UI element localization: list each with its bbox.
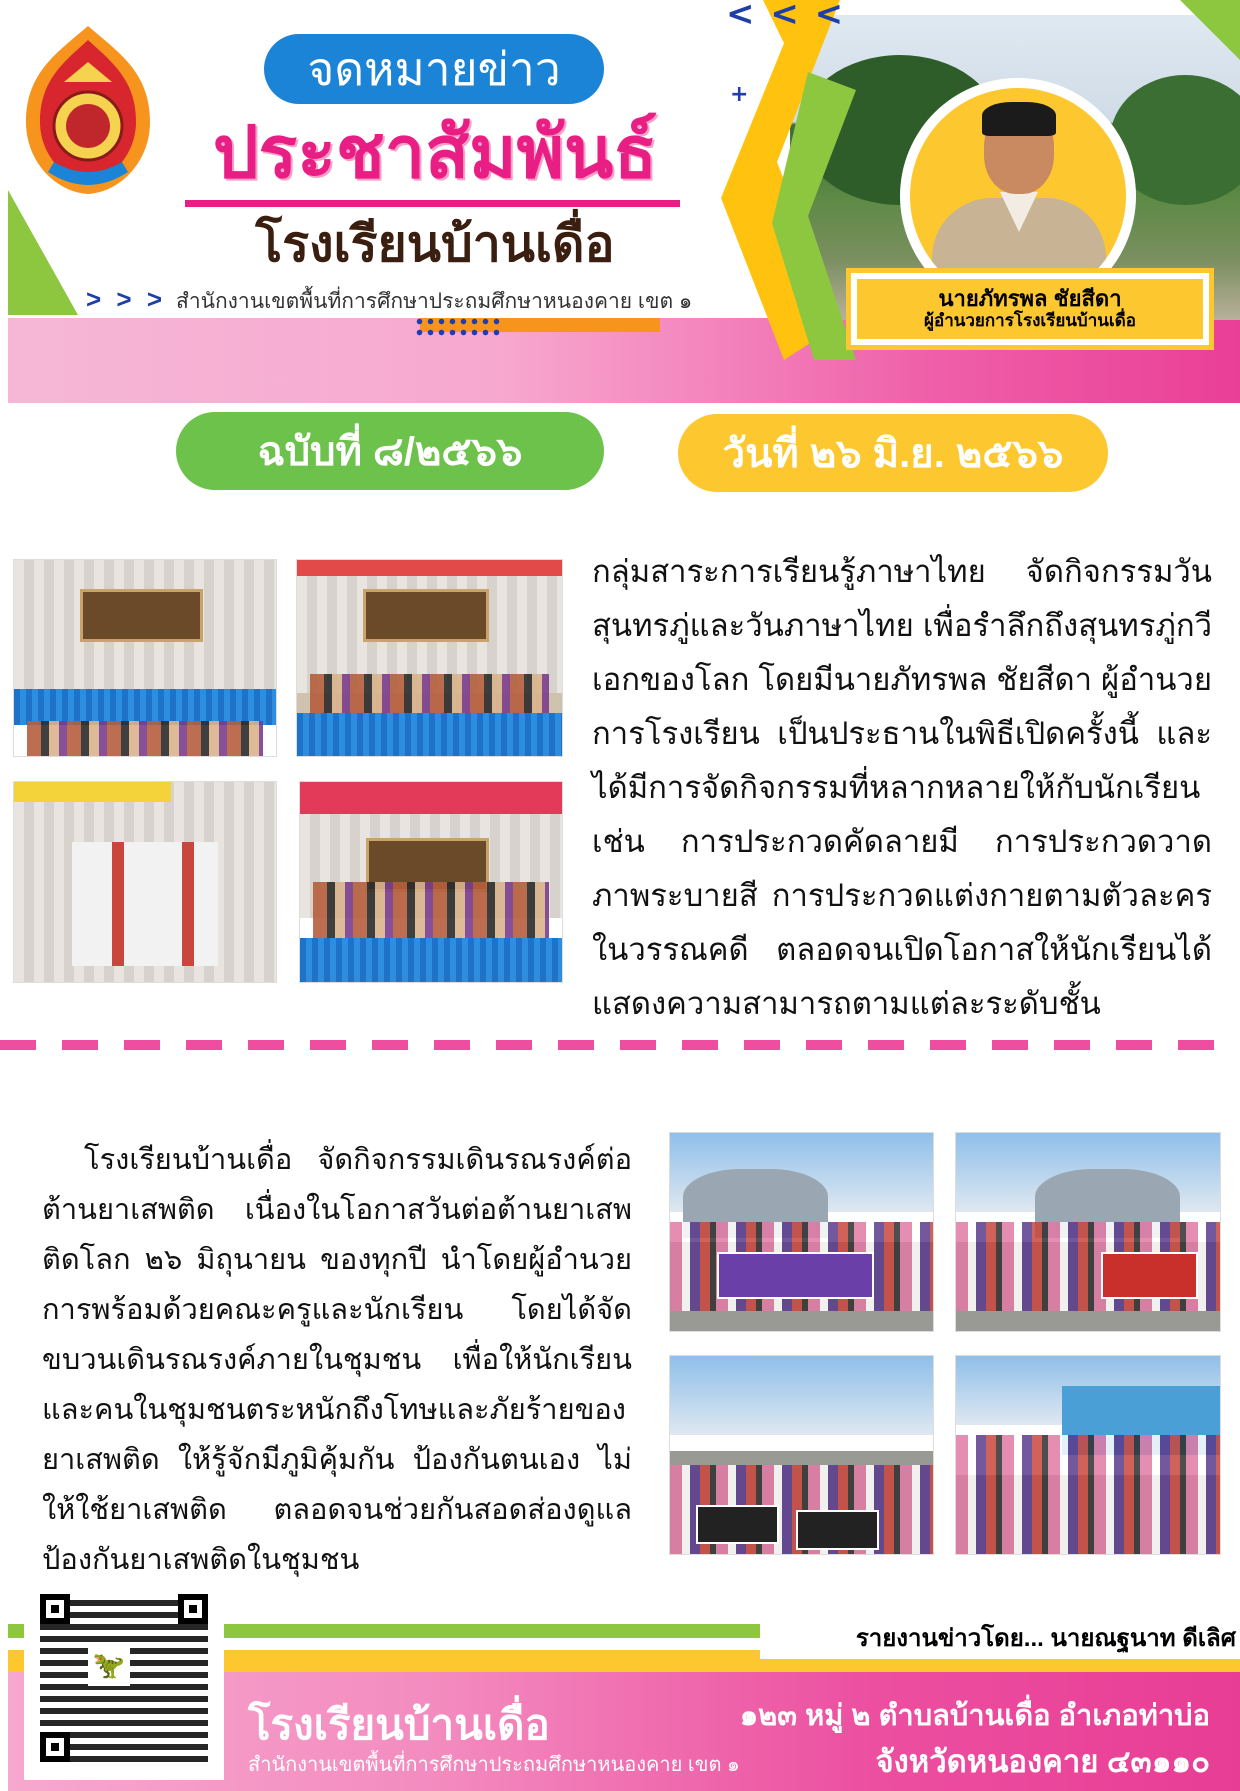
sunthorn-phu-day-photo: [14, 560, 276, 756]
footer-address-line2: จังหวัดหนองคาย ๔๓๑๑๐: [875, 1744, 1210, 1779]
footer-education-office: สำนักงานเขตพื้นที่การศึกษาประถมศึกษาหนองคาย เขต ๑: [248, 1754, 740, 1776]
students-umbrellas-photo: [956, 1356, 1220, 1554]
plus-icon: +: [730, 82, 749, 107]
dinosaur-icon: 🦖: [88, 1646, 130, 1686]
qr-code[interactable]: [24, 1580, 224, 1780]
school-title: โรงเรียนบ้านเดื่อ: [255, 216, 615, 272]
education-office-line: [86, 284, 726, 318]
anti-drug-banner-photo: [670, 1133, 933, 1331]
qr-finder: [178, 1594, 208, 1624]
students-figures: [72, 842, 219, 966]
issue-date-badge: วันที่ ๒๖ มิ.ย. ๒๕๖๖: [678, 414, 1108, 492]
newsletter-header: [0, 0, 1240, 410]
director-role: ผู้อำนวยการโรงเรียนบ้านเดื่อ: [924, 311, 1136, 331]
chevrons-right-icon: > > >: [86, 284, 166, 314]
story-sunthorn-phu-day: กลุ่มสาระการเรียนรู้ภาษาไทย จัดกิจกรรมวันสุนทรภู่และวันภาษาไทย เพื่อรำลึกถึงสุนทรภู่กวีเอกของโลก โดยมีนายภัทรพล ชัยสีดา ผู้อำนวยการโรงเรียน เป็นประธานในพิธีเปิดครั้งนี้ และได้มีการจัดกิจกรรมที่หลากหลายให้กับนักเรียน เช่น การประกวดคัดลายมี การประกวดวาดภาพระบายสี การประกวดแต่งกายตามตัวละครในวรรณคดี ตลอดจนเปิดโอกาสให้นักเรียนได้แสดงความสามารถตามแต่ละระดับชั้น: [592, 554, 1212, 1021]
director-name-box: [846, 268, 1214, 350]
education-office-text: สำนักงานเขตพื้นที่การศึกษาประถมศึกษาหนองคาย เขต ๑: [176, 290, 693, 313]
title-underline: [185, 200, 680, 207]
qr-finder: [40, 1594, 70, 1624]
story-anti-drug-parade: โรงเรียนบ้านเดื่อ จัดกิจกรรมเดินรณรงค์ต่อต้านยาเสพติด เนื่องในโอกาสวันต่อต้านยาเสพติดโลก ๒๖ มิถุนายน ของทุกปี นำโดยผู้อำนวยการพร้อมด้วยคณะครูและนักเรียน โดยได้จัดขบวนเดินรณรงค์ภายในชุมชน เพื่อให้นักเรียนและคนในชุมชนตระหนักถึงโทษและภัยร้ายของยาเสพติด ให้รู้จักมีภูมิคุ้มกัน ป้องกันตนเอง ไม่ให้ใช้ยาเสพติด ตลอดจนช่วยกันสอดส่องดูแล ป้องกันยาเสพติดในชุมชน: [42, 1144, 632, 1576]
group-photo-stage: [300, 782, 562, 982]
header-green-wedge: [8, 190, 78, 315]
footer-school-name: โรงเรียนบ้านเดื่อ: [248, 1701, 550, 1748]
street-parade-photo: [670, 1356, 933, 1554]
chevrons-left-icon: < < <: [726, 0, 846, 34]
issue-number-badge: ฉบับที่ ๘/๒๕๖๖: [176, 412, 604, 490]
reporter-credit: รายงานข่าวโดย... นายณฐนาท ดีเลิศ: [760, 1616, 1240, 1659]
main-title: ประชาสัมพันธ์: [212, 113, 658, 193]
students-costume-photo: [14, 782, 276, 982]
portrait-hair: [982, 102, 1056, 136]
school-emblem-logo: [18, 22, 158, 198]
parade-crowd-photo: [956, 1133, 1220, 1331]
stage-performance-photo: [297, 560, 562, 756]
qr-finder: [40, 1732, 70, 1762]
newsletter-pill-title: จดหมายข่าว: [264, 34, 604, 104]
footer-address-line1: ๑๒๓ หมู่ ๒ ตำบลบ้านเดื่อ อำเภอท่าบ่อ: [739, 1700, 1210, 1732]
director-name: นายภัทรพล ชัยสีดา: [938, 286, 1122, 312]
dot-grid-decoration: [414, 316, 504, 338]
dashed-divider: [0, 1040, 1240, 1050]
